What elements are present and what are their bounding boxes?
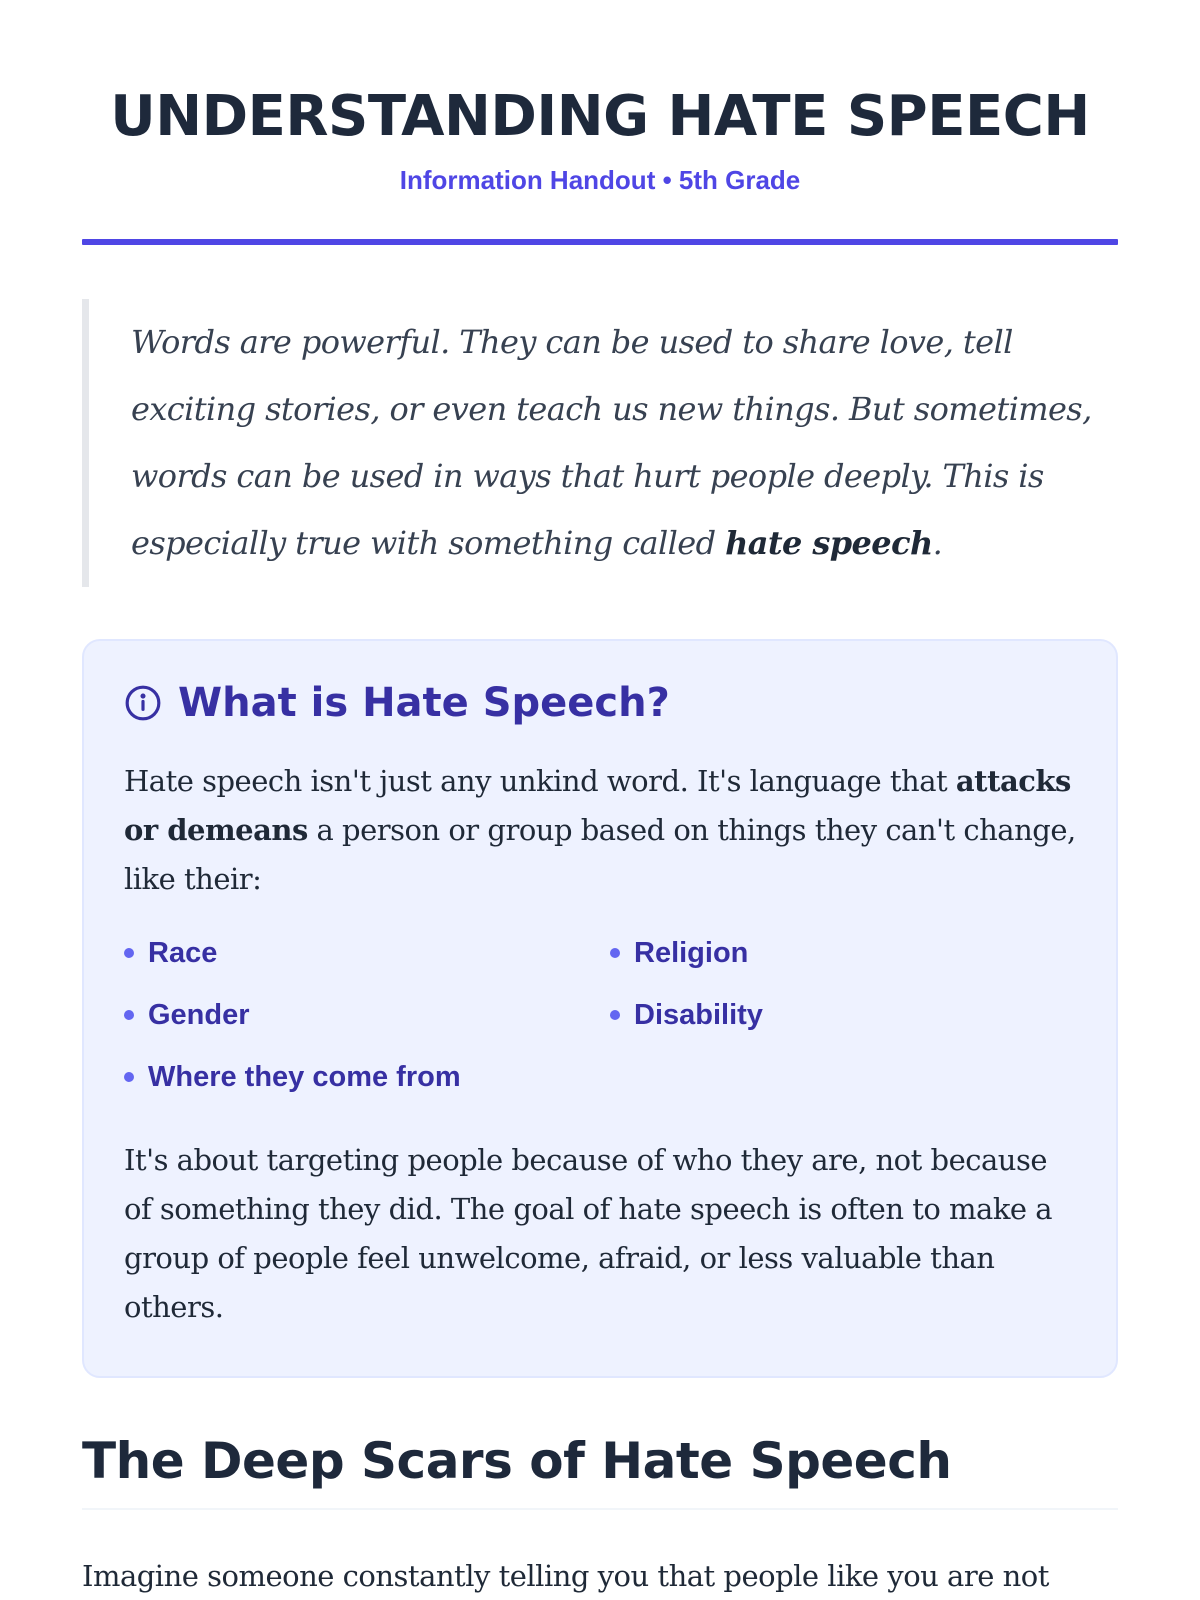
definition-paragraph	[124, 757, 1076, 904]
bullet-dot	[124, 948, 134, 958]
section-divider	[82, 1508, 1118, 1510]
trait-label: Religion	[634, 936, 749, 969]
intro-quote	[82, 299, 1118, 587]
definition-text-end: a person or group based on things they can't change, like their:	[124, 813, 1076, 896]
intro-text-end: .	[932, 524, 943, 562]
list-item	[124, 930, 590, 976]
bullet-dot	[610, 1010, 620, 1020]
bullet-dot	[124, 1010, 134, 1020]
list-item	[610, 992, 1076, 1038]
bullet-dot	[610, 948, 620, 958]
handout-header	[82, 0, 1118, 245]
intro-text: Words are powerful. They can be used to share love, tell exciting stories, or even teach us new things. But sometimes, words can be used in ways that hurt people deeply. This is especially true with something called	[131, 323, 1092, 562]
definition-card	[82, 639, 1118, 1378]
document-title: UNDERSTANDING HATE SPEECH	[110, 84, 1090, 149]
info-icon	[124, 684, 162, 722]
document-subtitle: Information Handout • 5th Grade	[399, 165, 801, 195]
list-item	[124, 992, 590, 1038]
bullet-dot	[124, 1072, 134, 1082]
trait-label: Race	[148, 936, 218, 969]
list-item	[124, 1054, 590, 1100]
targeting-paragraph: It's about targeting people because of who they are, not because of something they did. The goal of hate speech is often to make a group of people feel unwelcome, afraid, or less valuable than others.	[124, 1143, 1053, 1324]
section-title: The Deep Scars of Hate Speech	[82, 1432, 952, 1490]
trait-label: Gender	[148, 998, 250, 1031]
card-title: What is Hate Speech?	[178, 680, 670, 726]
definition-text: Hate speech isn't just any unkind word. It's language that	[124, 764, 956, 798]
traits-list	[124, 930, 1076, 1100]
intro-bold-term: hate speech	[725, 524, 933, 562]
intro-paragraph	[131, 309, 1118, 577]
trait-label: Where they come from	[148, 1060, 461, 1093]
card-heading	[124, 677, 1076, 729]
trait-label: Disability	[634, 998, 763, 1031]
definition-bold-term: attacks or demeans	[124, 764, 1071, 847]
header-divider	[82, 239, 1118, 245]
section-paragraph: Imagine someone constantly telling you that people like you are not	[82, 1559, 1049, 1593]
list-item	[610, 930, 1076, 976]
